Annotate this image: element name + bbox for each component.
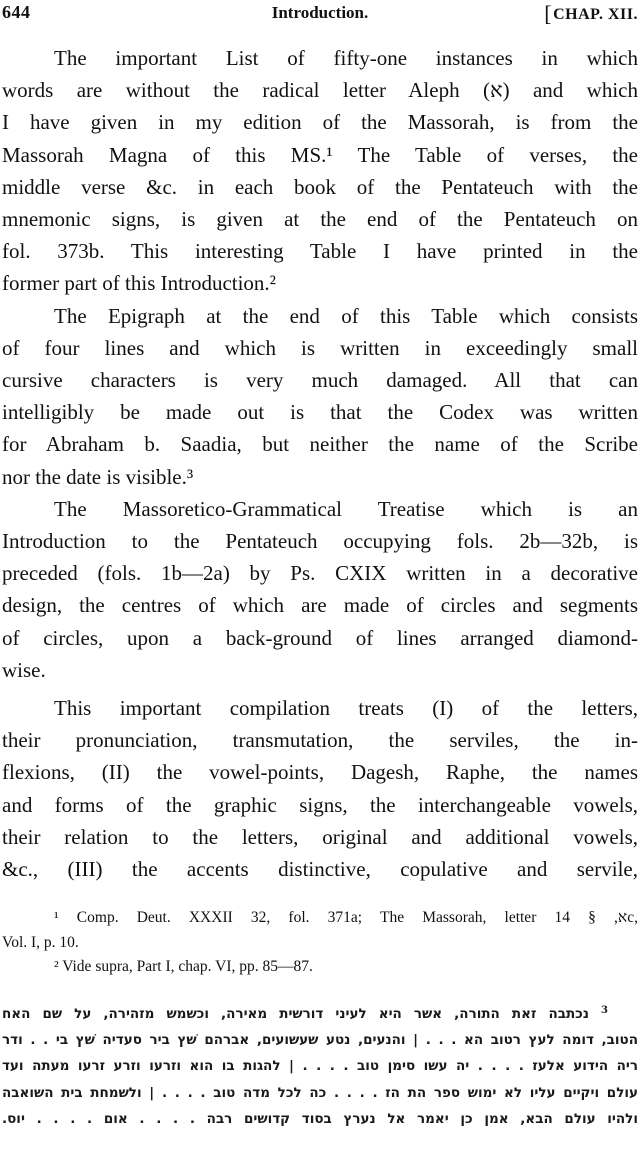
- hebrew-footnote-line: [2, 998, 638, 1027]
- text-line: for Abraham b. Saadia, but neither the name of the Scribe: [2, 432, 638, 457]
- text-line: This important compilation treats (I) of the letters,: [54, 696, 638, 721]
- text-line: fol. 373b. This interesting Table I have printed in the: [2, 239, 638, 264]
- text-line: I have given in my edition of the Massorah, is from the: [2, 110, 638, 135]
- text-line: middle verse &c. in each book of the Pentateuch with the: [2, 174, 638, 199]
- page-number: 644: [2, 2, 31, 22]
- hebrew-footnote-line: הטוב, דומה לעץ רטוב הא . . . | והנעים, נטע שעשועים, אברהם שׁץ ביר סעדיה שׁץ בי . . ודר: [2, 1032, 638, 1049]
- hebrew-text: נכתבה זאת התורה, אשר היא לעיני דורשית מאירה, וכשמש מזהירה, על שם האח: [2, 1006, 589, 1022]
- text-line: Massorah Magna of this MS.¹ The Table of verses, the: [2, 142, 638, 167]
- footnote-line: ² Vide supra, Part I, chap. VI, pp. 85—87.: [54, 958, 313, 975]
- text-line: and forms of the graphic signs, the interchangeable vowels,: [2, 792, 638, 817]
- hebrew-footnote-line: ריה הידוע אלעז . . . . יה עשו סימן טוב . . . . | להגות בו הוא וזרעו וזרע זרעו מעתה ועד: [2, 1058, 638, 1075]
- text-line: their relation to the letters, original and additional vowels,: [2, 824, 638, 849]
- text-line: &c., (III) the accents distinctive, copulative and servile,: [2, 857, 638, 882]
- text-line: of four lines and which is written in exceedingly small: [2, 335, 638, 360]
- paragraph-3: [2, 493, 638, 686]
- paragraph-1: [2, 42, 638, 300]
- footnote-3-hebrew: [2, 998, 638, 1132]
- paragraph-4: [2, 692, 638, 885]
- text-line: preceded (fols. 1b—2a) by Ps. CXIX written in a decorative: [2, 561, 638, 586]
- footnote-1: [2, 906, 638, 955]
- text-line: Introduction to the Pentateuch occupying fols. 2b—32b, is: [2, 529, 638, 554]
- footnotes: [2, 906, 638, 980]
- running-head-title: Introduction.: [271, 3, 369, 22]
- text-line: of circles, upon a back-ground of lines arranged diamond-: [2, 625, 638, 650]
- text-line: The Massoretico-Grammatical Treatise which is an: [54, 496, 638, 521]
- text-line: intelligibly be made out is that the Codex was written: [2, 400, 638, 425]
- footnote-marker: 3: [601, 1005, 608, 1016]
- main-text: [2, 42, 638, 885]
- paragraph-2: [2, 300, 638, 493]
- text-line: The Epigraph at the end of this Table which consists: [54, 303, 638, 328]
- hebrew-footnote-line: ולהיו עולם הבא, אמן כן יאמר אל נערץ בסוד קדושים רבה . . . . אום . . . . יוס.: [2, 1110, 638, 1127]
- text-line: their pronunciation, transmutation, the serviles, the in-: [2, 728, 638, 753]
- text-line: flexions, (II) the vowel-points, Dagesh, Raphe, the names: [2, 760, 638, 785]
- text-line: words are without the radical letter Aleph (א) and which: [2, 78, 638, 103]
- footnote-2: [2, 955, 638, 980]
- text-line: cursive characters is very much damaged. All that can: [2, 368, 638, 393]
- chapter-label: [544, 1, 638, 27]
- text-line: mnemonic signs, is given at the end of the Pentateuch on: [2, 207, 638, 232]
- text-line: nor the date is visible.³: [2, 464, 194, 489]
- hebrew-footnote-line: עולם ויקיים עליו לא ימוש ספר הת הז . . . . כה לכל מדה טוב . . . . | ולשמחת בית השואבה: [2, 1084, 638, 1101]
- text-line: The important List of fifty-one instances in which: [54, 46, 638, 70]
- text-line: wise.: [2, 657, 46, 682]
- running-head: [0, 0, 640, 30]
- chapter-text: CHAP. XII.: [553, 6, 638, 23]
- text-line: former part of this Introduction.²: [2, 271, 276, 296]
- text-line: design, the centres of which are made of circles and segments: [2, 593, 638, 618]
- footnote-line: Vol. I, p. 10.: [2, 933, 79, 951]
- footnote-line: ¹ Comp. Deut. XXXII 32, fol. 371a; The Massorah, letter א, § 14c,: [54, 909, 639, 926]
- bracket-glyph: [: [544, 1, 553, 26]
